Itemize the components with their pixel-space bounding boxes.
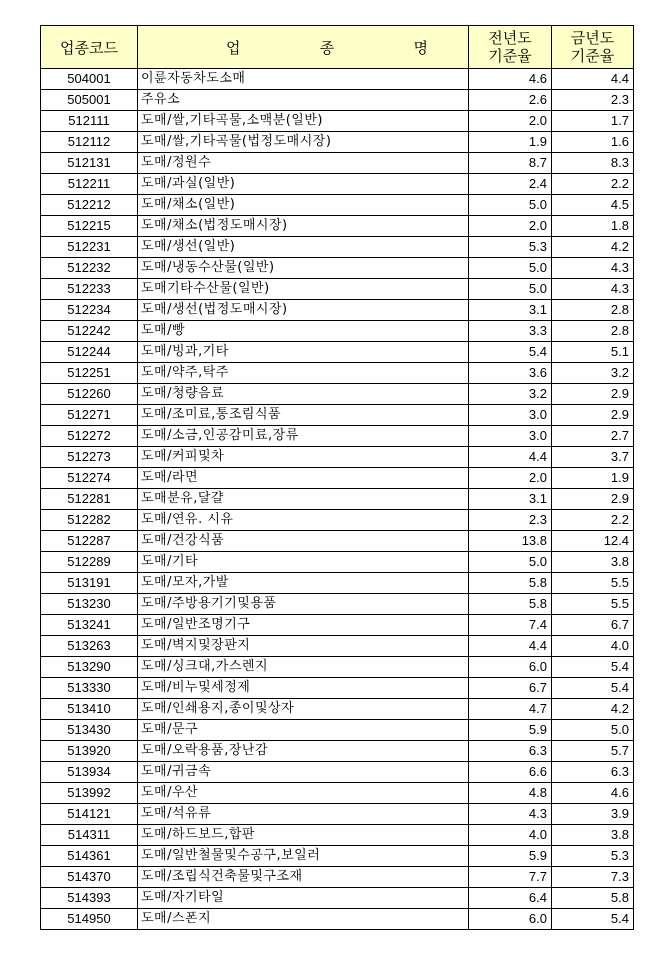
table-row — [41, 321, 634, 342]
table-row — [41, 678, 634, 699]
row-curr-rate: 3.9 — [552, 804, 634, 825]
table-row — [41, 174, 634, 195]
row-prev-rate: 6.6 — [469, 762, 552, 783]
row-prev-rate: 5.3 — [469, 237, 552, 258]
table-row — [41, 720, 634, 741]
row-prev-rate: 6.0 — [469, 657, 552, 678]
row-prev-rate: 7.4 — [469, 615, 552, 636]
row-curr-rate: 1.8 — [552, 216, 634, 237]
row-curr-rate: 4.2 — [552, 237, 634, 258]
table-row — [41, 867, 634, 888]
header-row — [41, 26, 634, 69]
row-prev-rate: 6.3 — [469, 741, 552, 762]
row-prev-rate: 2.0 — [469, 468, 552, 489]
row-code: 512233 — [41, 279, 138, 300]
row-code: 513330 — [41, 678, 138, 699]
row-name: 도매/소금,인공감미료,장류 — [138, 426, 469, 447]
row-curr-rate: 4.6 — [552, 783, 634, 804]
row-code: 512271 — [41, 405, 138, 426]
row-curr-rate: 5.5 — [552, 594, 634, 615]
row-name: 도매/오락용품,장난감 — [138, 741, 469, 762]
row-prev-rate: 2.6 — [469, 90, 552, 111]
row-name: 도매/과실(일반) — [138, 174, 469, 195]
row-curr-rate: 3.8 — [552, 552, 634, 573]
table-row — [41, 888, 634, 909]
row-code: 512251 — [41, 363, 138, 384]
row-curr-rate: 6.7 — [552, 615, 634, 636]
table-row — [41, 573, 634, 594]
row-name: 도매/벽지및장판지 — [138, 636, 469, 657]
row-prev-rate: 5.9 — [469, 720, 552, 741]
row-curr-rate: 2.7 — [552, 426, 634, 447]
row-prev-rate: 4.4 — [469, 636, 552, 657]
table-row — [41, 699, 634, 720]
table-row — [41, 741, 634, 762]
row-name: 도매분유,달걀 — [138, 489, 469, 510]
table-row — [41, 132, 634, 153]
header-prev-rate — [469, 26, 552, 69]
row-curr-rate: 3.8 — [552, 825, 634, 846]
row-code: 512273 — [41, 447, 138, 468]
row-name: 도매/약주,탁주 — [138, 363, 469, 384]
row-curr-rate: 2.8 — [552, 321, 634, 342]
row-code: 505001 — [41, 90, 138, 111]
row-prev-rate: 4.8 — [469, 783, 552, 804]
row-code: 513263 — [41, 636, 138, 657]
table-row — [41, 846, 634, 867]
row-code: 512111 — [41, 111, 138, 132]
row-prev-rate: 7.7 — [469, 867, 552, 888]
table-row — [41, 825, 634, 846]
row-code: 513430 — [41, 720, 138, 741]
row-curr-rate: 5.5 — [552, 573, 634, 594]
row-code: 512260 — [41, 384, 138, 405]
row-code: 512272 — [41, 426, 138, 447]
table-row — [41, 111, 634, 132]
row-prev-rate: 5.0 — [469, 195, 552, 216]
row-code: 512287 — [41, 531, 138, 552]
row-name: 도매/쌀,기타곡물,소맥분(일반) — [138, 111, 469, 132]
table-row — [41, 300, 634, 321]
row-curr-rate: 1.7 — [552, 111, 634, 132]
row-code: 513241 — [41, 615, 138, 636]
table-row — [41, 594, 634, 615]
row-curr-rate: 2.3 — [552, 90, 634, 111]
row-name: 도매/쌀,기타곡물(법정도매시장) — [138, 132, 469, 153]
header-code: 업종코드 — [41, 26, 138, 69]
table-row — [41, 510, 634, 531]
row-curr-rate: 3.7 — [552, 447, 634, 468]
row-curr-rate: 2.2 — [552, 510, 634, 531]
row-name: 도매/연유. 시유 — [138, 510, 469, 531]
table-row — [41, 384, 634, 405]
row-curr-rate: 2.9 — [552, 384, 634, 405]
table-row — [41, 636, 634, 657]
rate-table — [40, 25, 634, 930]
row-code: 513290 — [41, 657, 138, 678]
header-prev-rate-line1: 전년도 — [488, 29, 532, 47]
header-name — [138, 26, 469, 69]
table-row — [41, 153, 634, 174]
row-prev-rate: 2.3 — [469, 510, 552, 531]
row-curr-rate: 6.3 — [552, 762, 634, 783]
table-row — [41, 804, 634, 825]
row-prev-rate: 6.0 — [469, 909, 552, 930]
row-prev-rate: 4.4 — [469, 447, 552, 468]
row-code: 514950 — [41, 909, 138, 930]
table-row — [41, 69, 634, 90]
row-curr-rate: 1.9 — [552, 468, 634, 489]
row-code: 513230 — [41, 594, 138, 615]
row-name: 도매/빵 — [138, 321, 469, 342]
table-row — [41, 258, 634, 279]
row-code: 514311 — [41, 825, 138, 846]
row-name: 도매/인쇄용지,종이및상자 — [138, 699, 469, 720]
row-name: 도매/비누및세정제 — [138, 678, 469, 699]
row-prev-rate: 5.0 — [469, 258, 552, 279]
row-curr-rate: 4.2 — [552, 699, 634, 720]
row-prev-rate: 3.1 — [469, 300, 552, 321]
row-name: 도매/조립식건축물및구조재 — [138, 867, 469, 888]
header-curr-rate-line2: 기준율 — [570, 47, 615, 65]
table-row — [41, 342, 634, 363]
row-name: 도매기타수산물(일반) — [138, 279, 469, 300]
row-code: 512112 — [41, 132, 138, 153]
row-prev-rate: 2.0 — [469, 216, 552, 237]
row-curr-rate: 2.9 — [552, 489, 634, 510]
row-code: 512289 — [41, 552, 138, 573]
row-prev-rate: 3.0 — [469, 426, 552, 447]
header-name-part: 종 — [319, 38, 335, 57]
row-name: 도매/석유류 — [138, 804, 469, 825]
row-code: 513920 — [41, 741, 138, 762]
row-prev-rate: 4.0 — [469, 825, 552, 846]
row-prev-rate: 3.2 — [469, 384, 552, 405]
header-curr-rate-line1: 금년도 — [570, 29, 615, 47]
row-code: 512234 — [41, 300, 138, 321]
row-prev-rate: 5.8 — [469, 573, 552, 594]
row-name: 도매/정원수 — [138, 153, 469, 174]
row-code: 512242 — [41, 321, 138, 342]
row-code: 514121 — [41, 804, 138, 825]
table-row — [41, 909, 634, 930]
row-curr-rate: 5.4 — [552, 678, 634, 699]
row-code: 512244 — [41, 342, 138, 363]
row-code: 513191 — [41, 573, 138, 594]
row-name: 도매/하드보드,합판 — [138, 825, 469, 846]
row-curr-rate: 5.1 — [552, 342, 634, 363]
row-name: 도매/모자,가발 — [138, 573, 469, 594]
row-name: 도매/청량음료 — [138, 384, 469, 405]
row-curr-rate: 2.2 — [552, 174, 634, 195]
row-curr-rate: 5.4 — [552, 909, 634, 930]
header-name-part: 업 — [226, 38, 241, 57]
row-curr-rate: 1.6 — [552, 132, 634, 153]
row-code: 512281 — [41, 489, 138, 510]
table-row — [41, 279, 634, 300]
table-body — [41, 69, 634, 930]
table-row — [41, 216, 634, 237]
row-name: 도매/조미료,통조림식품 — [138, 405, 469, 426]
row-prev-rate: 4.6 — [469, 69, 552, 90]
row-name: 도매/싱크대,가스렌지 — [138, 657, 469, 678]
table-row — [41, 552, 634, 573]
row-code: 513934 — [41, 762, 138, 783]
row-curr-rate: 4.3 — [552, 258, 634, 279]
row-curr-rate: 2.9 — [552, 405, 634, 426]
table-row — [41, 405, 634, 426]
row-prev-rate: 13.8 — [469, 531, 552, 552]
row-prev-rate: 4.3 — [469, 804, 552, 825]
row-curr-rate: 7.3 — [552, 867, 634, 888]
header-prev-rate-line2: 기준율 — [488, 47, 532, 65]
row-name: 도매/주방용기기및용품 — [138, 594, 469, 615]
row-curr-rate: 5.0 — [552, 720, 634, 741]
row-name: 도매/일반조명기구 — [138, 615, 469, 636]
header-curr-rate — [552, 26, 634, 69]
row-name: 도매/우산 — [138, 783, 469, 804]
table-row — [41, 762, 634, 783]
row-code: 512231 — [41, 237, 138, 258]
row-prev-rate: 3.0 — [469, 405, 552, 426]
row-curr-rate: 2.8 — [552, 300, 634, 321]
table-row — [41, 468, 634, 489]
row-prev-rate: 4.7 — [469, 699, 552, 720]
row-code: 512282 — [41, 510, 138, 531]
row-code: 512274 — [41, 468, 138, 489]
row-name: 도매/귀금속 — [138, 762, 469, 783]
table-row — [41, 426, 634, 447]
row-curr-rate: 4.0 — [552, 636, 634, 657]
row-curr-rate: 4.3 — [552, 279, 634, 300]
row-code: 512211 — [41, 174, 138, 195]
row-prev-rate: 2.4 — [469, 174, 552, 195]
row-name: 도매/일반철물및수공구,보일러 — [138, 846, 469, 867]
row-code: 512215 — [41, 216, 138, 237]
row-prev-rate: 5.9 — [469, 846, 552, 867]
row-name: 도매/라면 — [138, 468, 469, 489]
table-row — [41, 90, 634, 111]
table-row — [41, 615, 634, 636]
row-prev-rate: 5.8 — [469, 594, 552, 615]
row-curr-rate: 4.5 — [552, 195, 634, 216]
row-curr-rate: 12.4 — [552, 531, 634, 552]
row-name: 이륜자동차도소매 — [138, 69, 469, 90]
row-name: 도매/건강식품 — [138, 531, 469, 552]
row-name: 도매/생선(법정도매시장) — [138, 300, 469, 321]
row-name: 도매/냉동수산물(일반) — [138, 258, 469, 279]
row-code: 512232 — [41, 258, 138, 279]
row-name: 도매/기타 — [138, 552, 469, 573]
row-code: 513992 — [41, 783, 138, 804]
row-curr-rate: 5.8 — [552, 888, 634, 909]
row-curr-rate: 5.4 — [552, 657, 634, 678]
row-name: 도매/생선(일반) — [138, 237, 469, 258]
table-row — [41, 447, 634, 468]
row-prev-rate: 5.0 — [469, 279, 552, 300]
table-row — [41, 657, 634, 678]
row-prev-rate: 5.0 — [469, 552, 552, 573]
row-name: 도매/자기타일 — [138, 888, 469, 909]
table-row — [41, 363, 634, 384]
row-code: 514361 — [41, 846, 138, 867]
row-name: 도매/채소(일반) — [138, 195, 469, 216]
row-prev-rate: 3.3 — [469, 321, 552, 342]
row-curr-rate: 4.4 — [552, 69, 634, 90]
row-curr-rate: 3.2 — [552, 363, 634, 384]
row-prev-rate: 3.6 — [469, 363, 552, 384]
table-row — [41, 489, 634, 510]
table-row — [41, 195, 634, 216]
row-code: 514370 — [41, 867, 138, 888]
row-prev-rate: 6.4 — [469, 888, 552, 909]
row-prev-rate: 6.7 — [469, 678, 552, 699]
row-prev-rate: 3.1 — [469, 489, 552, 510]
row-curr-rate: 8.3 — [552, 153, 634, 174]
row-prev-rate: 2.0 — [469, 111, 552, 132]
row-prev-rate: 8.7 — [469, 153, 552, 174]
table-row — [41, 783, 634, 804]
table-row — [41, 237, 634, 258]
row-prev-rate: 5.4 — [469, 342, 552, 363]
row-curr-rate: 5.3 — [552, 846, 634, 867]
row-prev-rate: 1.9 — [469, 132, 552, 153]
row-name: 도매/커피및차 — [138, 447, 469, 468]
row-name: 도매/문구 — [138, 720, 469, 741]
row-name: 주유소 — [138, 90, 469, 111]
row-curr-rate: 5.7 — [552, 741, 634, 762]
row-name: 도매/빙과,기타 — [138, 342, 469, 363]
row-name: 도매/스폰지 — [138, 909, 469, 930]
row-code: 513410 — [41, 699, 138, 720]
row-code: 514393 — [41, 888, 138, 909]
header-name-part: 명 — [413, 38, 428, 57]
row-code: 512212 — [41, 195, 138, 216]
row-code: 504001 — [41, 69, 138, 90]
row-code: 512131 — [41, 153, 138, 174]
row-name: 도매/채소(법정도매시장) — [138, 216, 469, 237]
table-row — [41, 531, 634, 552]
